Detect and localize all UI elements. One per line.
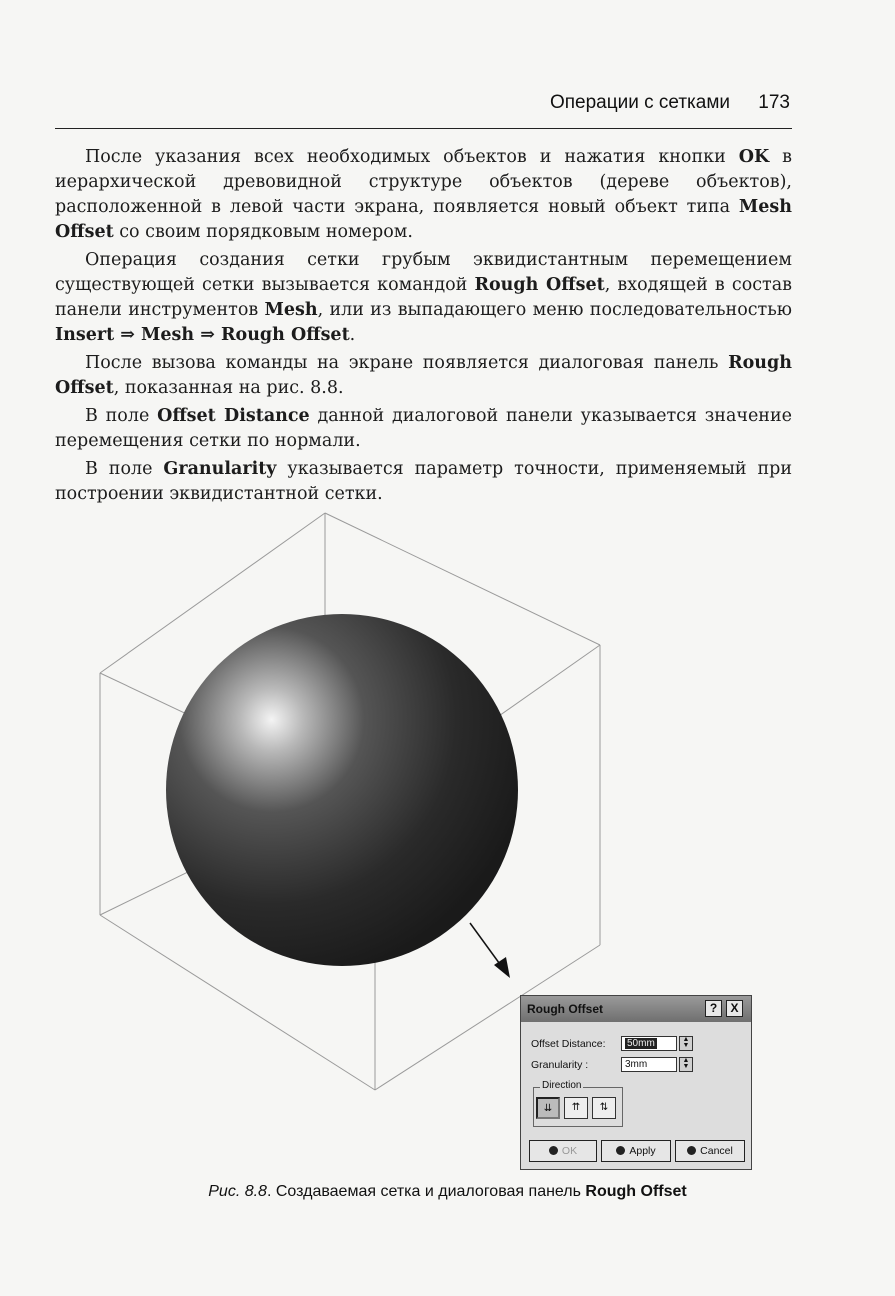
- ok-icon: [549, 1146, 558, 1155]
- bold-term: Offset Distance: [157, 406, 310, 426]
- text-run: .: [349, 325, 356, 345]
- normal-direction-arrow: [470, 923, 510, 978]
- direction-label: Direction: [542, 1080, 582, 1091]
- granularity-spinner[interactable]: ▲ ▼: [679, 1057, 693, 1072]
- text-run: В поле: [85, 406, 158, 426]
- bold-term: Insert ⇒ Mesh ⇒ Rough Offset: [55, 325, 350, 345]
- caption-figure-number: Рис. 8.8: [208, 1183, 267, 1200]
- bold-term: Rough Offset: [55, 353, 792, 398]
- bold-term: OK: [738, 147, 770, 167]
- bold-term: Rough Offset: [474, 275, 605, 295]
- chapter-title: Операции с сетками: [549, 92, 730, 113]
- dialog-titlebar: [521, 996, 751, 1022]
- body-text: [55, 145, 792, 510]
- caption-bold-term: Rough Offset: [585, 1183, 687, 1200]
- cancel-button[interactable]: [675, 1140, 745, 1162]
- paragraph: [55, 404, 792, 454]
- page-header: [55, 90, 792, 129]
- text-run: Операция создания сетки грубым эквидистантным перемещением существующей сетки вызывается командой: [55, 250, 792, 295]
- ok-button[interactable]: [529, 1140, 597, 1162]
- bold-term: Mesh Offset: [55, 197, 792, 242]
- apply-icon: [616, 1146, 625, 1155]
- apply-button[interactable]: [601, 1140, 671, 1162]
- paragraph: [55, 351, 792, 401]
- offset-distance-value: 50mm: [627, 1038, 655, 1049]
- close-button[interactable]: X: [726, 1000, 743, 1017]
- text-run: После указания всех необходимых объектов и нажатия кнопки: [85, 147, 739, 167]
- cancel-icon: [687, 1146, 696, 1155]
- text-run: , входящей в состав панели инструментов: [55, 275, 792, 320]
- paragraph: [55, 457, 792, 507]
- text-run: указывается параметр точности, применяемый при построении эквидистантной сетки.: [55, 459, 792, 504]
- cancel-label: Cancel: [700, 1145, 733, 1157]
- offset-distance-input[interactable]: [621, 1036, 677, 1051]
- direction-inward-icon[interactable]: ⇈: [564, 1097, 588, 1119]
- direction-group: [533, 1080, 623, 1127]
- direction-both-icon[interactable]: ⇅: [592, 1097, 616, 1119]
- text-run: После вызова команды на экране появляется диалоговая панель: [85, 353, 729, 373]
- paragraph: [55, 145, 792, 245]
- caption-text: . Создаваемая сетка и диалоговая панель: [266, 1183, 586, 1200]
- text-run: , показанная на рис. 8.8.: [113, 378, 344, 398]
- bold-term: Granularity: [163, 459, 277, 479]
- bold-term: Mesh: [264, 300, 318, 320]
- mesh-sphere: [166, 614, 518, 966]
- ok-label: OK: [561, 1145, 578, 1157]
- granularity-label: Granularity :: [531, 1059, 589, 1071]
- text-run: данной диалоговой панели указывается значение перемещения сетки по нормали.: [55, 406, 792, 451]
- paragraph: [55, 248, 792, 348]
- apply-label: Apply: [629, 1145, 656, 1157]
- direction-outward-icon[interactable]: ⇊: [536, 1097, 560, 1119]
- dialog-title: Rough Offset: [527, 1002, 603, 1016]
- offset-distance-label: Offset Distance:: [531, 1038, 606, 1050]
- text-run: , или из выпадающего меню последовательностью: [317, 300, 792, 320]
- page-number: 173: [758, 92, 790, 113]
- text-run: со своим порядковым номером.: [113, 222, 413, 242]
- figure-caption: [0, 1183, 895, 1201]
- offset-distance-spinner[interactable]: ▲ ▼: [679, 1036, 693, 1051]
- text-run: В поле: [85, 459, 164, 479]
- rough-offset-dialog: [520, 995, 752, 1170]
- granularity-input[interactable]: 3mm: [621, 1057, 677, 1072]
- text-run: в иерархической древовидной структуре объектов (дереве объектов), расположенной в левой части экрана, появляется новый объект типа: [55, 147, 792, 217]
- help-button[interactable]: ?: [705, 1000, 722, 1017]
